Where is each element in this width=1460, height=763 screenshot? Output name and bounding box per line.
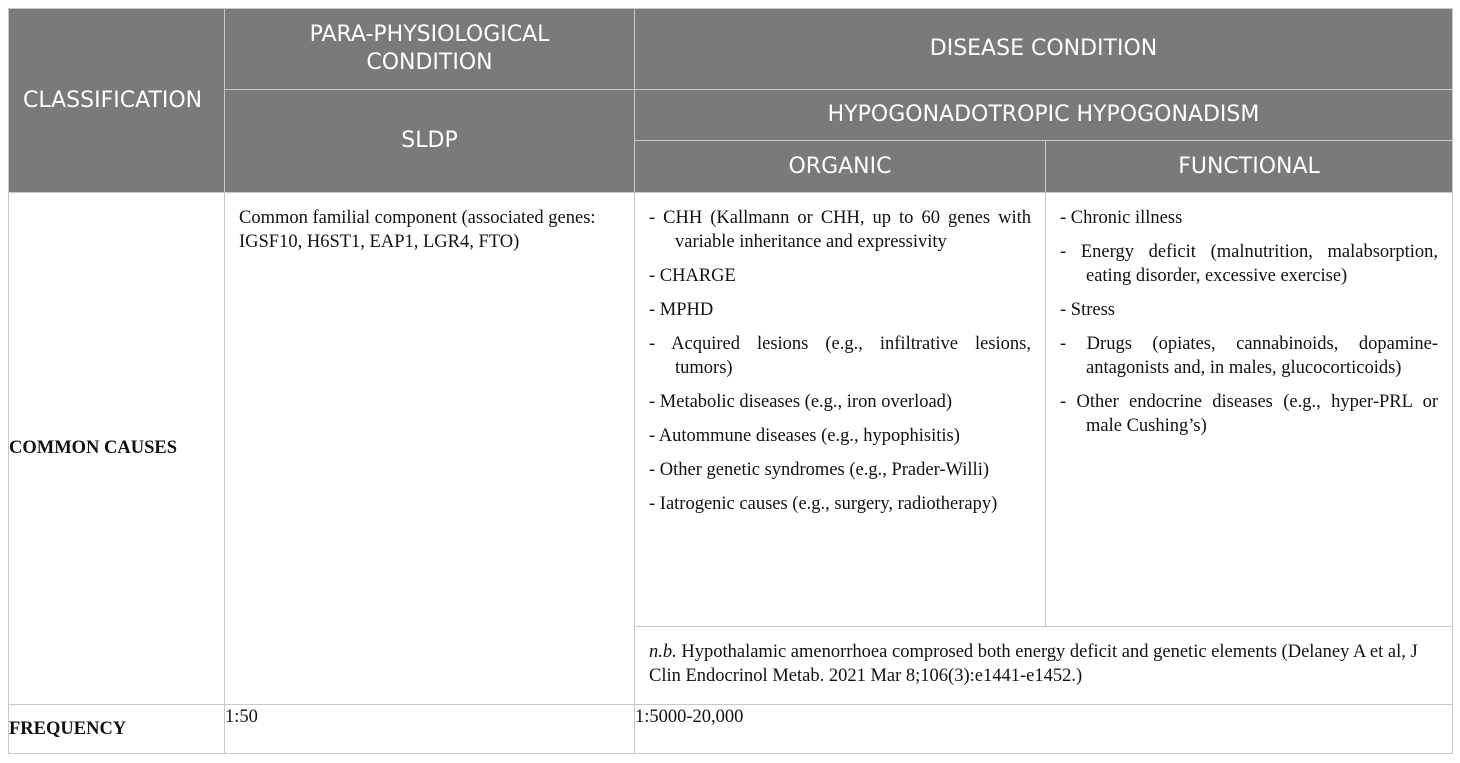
header-disease-condition: DISEASE CONDITION xyxy=(635,9,1453,90)
organic-cause-item: - CHH (Kallmann or CHH, up to 60 genes with variable inheritance and expressivity xyxy=(649,208,1031,252)
functional-cause-item: - Drugs (opiates, cannabinoids, dopamine-antagonists and, in males, glucocorticoids) xyxy=(1060,334,1438,378)
sldp-causes-cell xyxy=(225,193,635,705)
organic-cause-item: - Acquired lesions (e.g., infiltrative lesions, tumors) xyxy=(649,334,1031,378)
functional-cause-item: - Other endocrine diseases (e.g., hyper-PRL or male Cushing’s) xyxy=(1060,392,1438,436)
frequency-disease: 1:5000-20,000 xyxy=(635,705,1453,754)
note-cell xyxy=(635,627,1453,705)
row-label-common-causes: COMMON CAUSES xyxy=(9,193,225,705)
row-label-frequency: FREQUENCY xyxy=(9,705,225,754)
classification-table xyxy=(8,8,1453,754)
functional-cause-item: - Stress xyxy=(1060,300,1115,320)
functional-cause-item: - Energy deficit (malnutrition, malabsorption, eating disorder, excessive exercise) xyxy=(1060,242,1438,286)
note-text xyxy=(635,627,1452,688)
header-sldp: SLDP xyxy=(225,90,635,193)
header-classification: CLASSIFICATION xyxy=(9,9,225,193)
functional-causes-list xyxy=(1046,193,1452,438)
functional-causes-cell xyxy=(1046,193,1453,627)
sldp-causes-text: Common familial component (associated genes: IGSF10, H6ST1, EAP1, LGR4, FTO) xyxy=(239,208,596,252)
header-para-physiological: PARA-PHYSIOLOGICAL CONDITION xyxy=(225,9,635,90)
organic-cause-item: - CHARGE xyxy=(649,266,736,286)
header-hypogonadotropic: HYPOGONADOTROPIC HYPOGONADISM xyxy=(635,90,1453,141)
functional-cause-item: - Chronic illness xyxy=(1060,208,1183,228)
header-functional: FUNCTIONAL xyxy=(1046,141,1453,193)
header-organic: ORGANIC xyxy=(635,141,1046,193)
organic-cause-item: - Other genetic syndromes (e.g., Prader-Willi) xyxy=(649,460,989,480)
note-body: Hypothalamic amenorrhoea comprosed both energy deficit and genetic elements (Delaney A et al, J Clin Endocrinol Metab. 2021 Mar 8;106(3):e1441-e1452.) xyxy=(649,642,1418,686)
organic-cause-item: - Metabolic diseases (e.g., iron overload) xyxy=(649,392,953,412)
organic-causes-list xyxy=(635,193,1045,516)
organic-causes-cell xyxy=(635,193,1046,627)
organic-cause-item: - MPHD xyxy=(649,300,714,320)
note-prefix: n.b. xyxy=(649,642,677,662)
organic-cause-item: - Iatrogenic causes (e.g., surgery, radiotherapy) xyxy=(649,494,998,514)
frequency-sldp: 1:50 xyxy=(225,705,635,754)
organic-cause-item: - Autommune diseases (e.g., hypophisitis) xyxy=(649,426,960,446)
